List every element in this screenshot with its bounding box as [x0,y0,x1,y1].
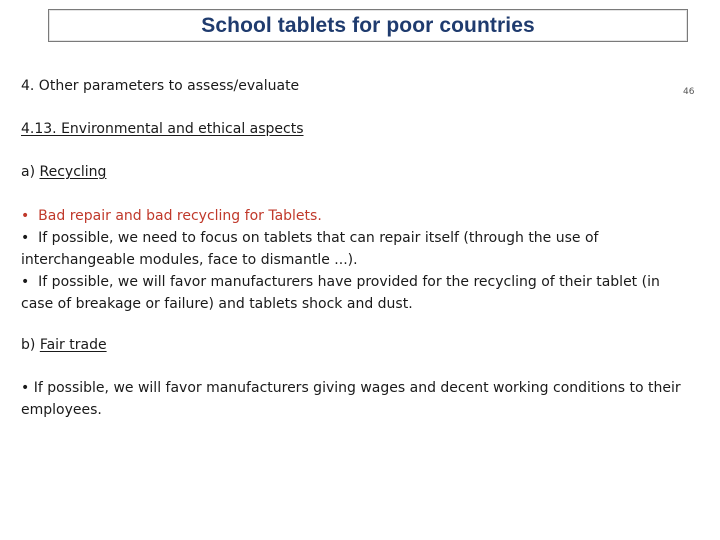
list-item [21,205,689,227]
item-a-heading [21,164,106,180]
list-item [21,227,689,271]
subsection-heading: 4.13. Environmental and ethical aspects [21,121,304,137]
bullet-text: If possible, we will favor manufacturers giving wages and decent working conditions to their employees. [21,380,681,418]
bullet-icon: • [21,230,30,246]
bullet-text: If possible, we need to focus on tablets that can repair itself (through the use of interchangeable modules, face to dismantle ...). [21,230,599,268]
page-number: 46 [683,87,695,97]
item-b-heading [21,337,107,353]
list-item [21,271,689,315]
item-a-prefix: a) [21,164,36,180]
item-b-prefix: b) [21,337,36,353]
section-heading: 4. Other parameters to assess/evaluate [21,78,300,94]
bullet-text: Bad repair and bad recycling for Tablets. [38,208,322,224]
list-item [21,377,689,421]
item-b-label: Fair trade [39,337,107,353]
title-box [48,9,688,42]
bullet-icon: • [21,274,30,290]
page-title: School tablets for poor countries [201,13,535,37]
item-a-label: Recycling [39,164,107,180]
fair-trade-bullet-list [21,377,689,421]
bullet-text: If possible, we will favor manufacturers have provided for the recycling of their tablet (in case of breakage or failure) and tablets shock and dust. [21,274,660,312]
recycling-bullet-list [21,205,689,315]
bullet-icon: • [21,380,30,396]
bullet-icon: • [21,208,30,224]
